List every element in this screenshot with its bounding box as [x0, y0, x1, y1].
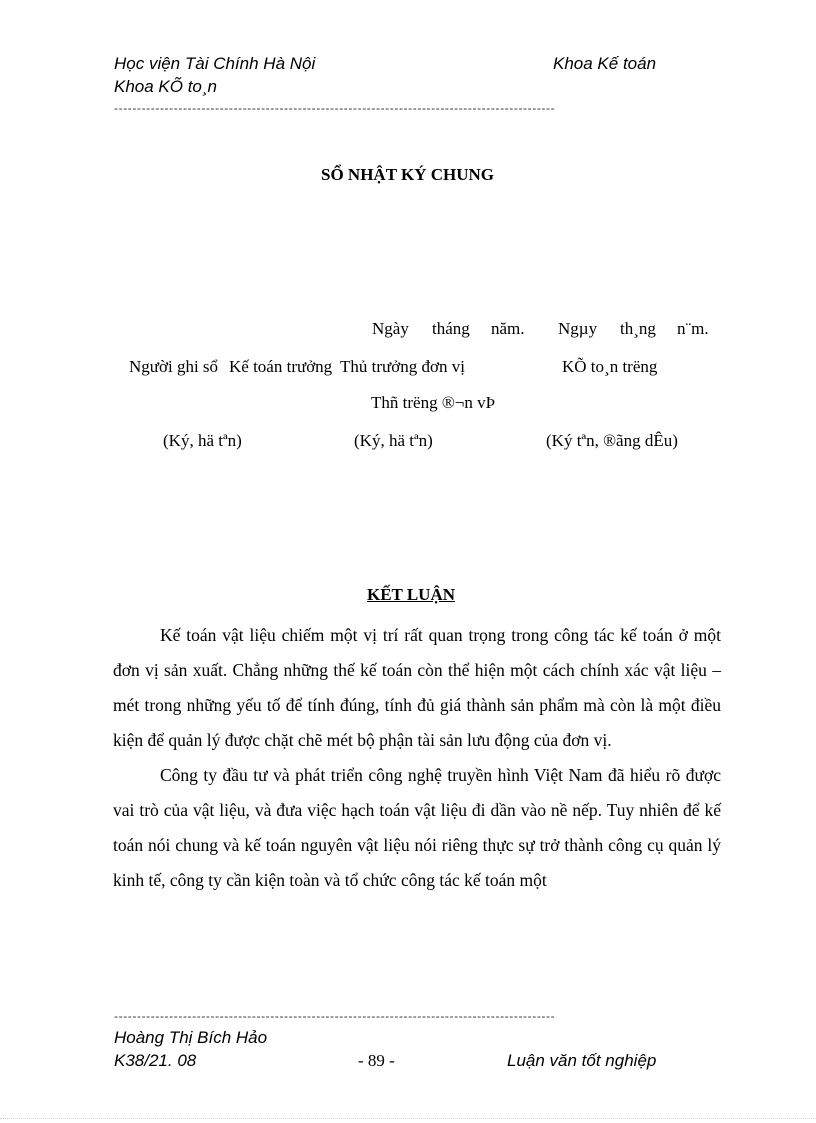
date-year-label: năm.: [491, 319, 525, 338]
sign-instruction-1: (Ký, hä tªn): [163, 431, 242, 450]
date-year-label-legacy: n¨m.: [677, 319, 709, 338]
role-bookkeeper: Người ghi sổ: [129, 357, 219, 376]
page-bottom-border: [0, 1118, 816, 1119]
conclusion-heading: KẾT LUẬN: [367, 585, 456, 604]
sign-instruction-3: (Ký tªn, ®ãng dÊu): [546, 431, 678, 450]
conclusion-body: [113, 618, 721, 898]
conclusion-paragraph-2: Công ty đầu tư và phát triển công nghệ truyền hình Việt Nam đã hiểu rõ được vai trò của vật liệu, và đưa việc hạch toán vật liệu đi dần vào nề nếp. Tuy nhiên để kế toán nói chung và kế toán nguyên vật liệu nói riêng thực sự trở thành công cụ quản lý kinh tế, công ty cần kiện toàn và tổ chức công tác kế toán một: [113, 765, 721, 890]
date-month-label: tháng: [432, 319, 470, 338]
footer-page-number: - 89 -: [358, 1051, 395, 1070]
footer-class-code: K38/21. 08: [114, 1051, 197, 1070]
header-institution: Học viện Tài Chính Hà Nội: [114, 54, 316, 73]
sign-instruction-2: (Ký, hä tªn): [354, 431, 433, 450]
role-chief-accountant-legacy: KÕ to¸n trëng: [562, 357, 658, 376]
conclusion-paragraph-1: Kế toán vật liệu chiếm một vị trí rất quan trọng trong công tác kế toán ở một đơn vị sản xuất. Chẳng những thế kế toán còn thể hiện một cách chính xác vật liệu – mét trong những yếu tố để tính đúng, tính đủ giá thành sản phẩm mà còn là một điều kiện để quản lý được chặt chẽ mét bộ phận tài sản lưu động của đơn vị.: [113, 625, 721, 750]
date-day-label-legacy: Ngµy: [558, 319, 598, 338]
role-chief-accountant: Kế toán trưởng: [229, 357, 333, 376]
footer-rule: ------------------------------------------------------------------------------------------------: [114, 1009, 556, 1023]
date-month-label-legacy: th¸ng: [620, 319, 656, 338]
journal-title: SỔ NHẬT KÝ CHUNG: [321, 165, 495, 184]
header-department-legacy: Khoa KÕ to¸n: [114, 77, 218, 96]
footer-author: Hoàng Thị Bích Hảo: [114, 1028, 268, 1047]
role-unit-head: Thủ trưởng đơn vị: [340, 357, 465, 376]
date-day-label: Ngày: [372, 319, 409, 338]
header-rule: ------------------------------------------------------------------------------------------------: [114, 101, 556, 115]
role-unit-head-legacy: Thñ trëng ®¬n vÞ: [371, 393, 496, 412]
footer-doc-type: Luận văn tốt nghiệp: [507, 1051, 657, 1070]
header-department: Khoa Kế toán: [553, 54, 657, 73]
